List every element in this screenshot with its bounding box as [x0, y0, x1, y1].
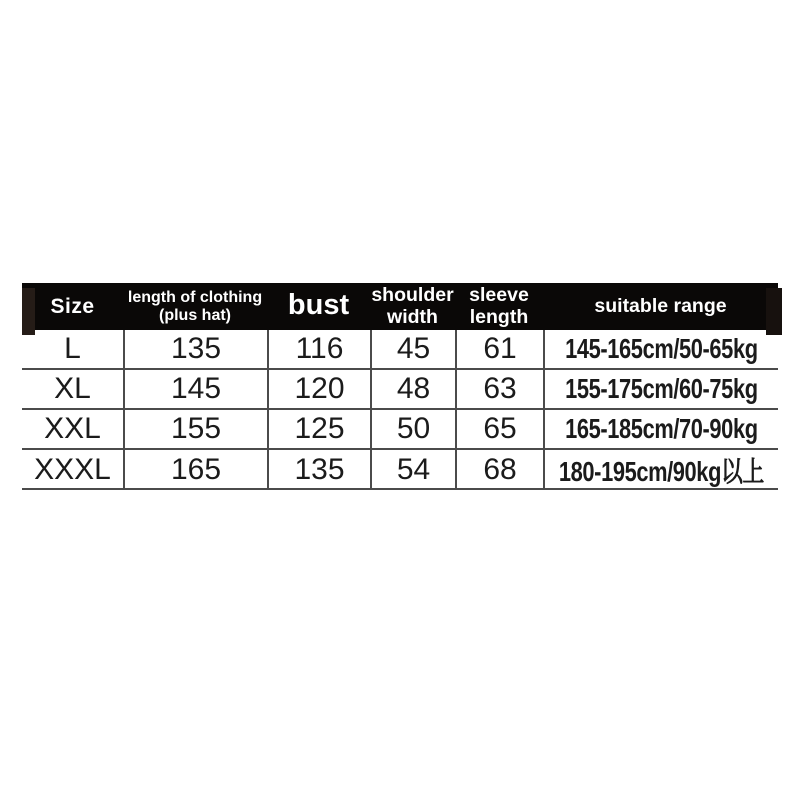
cell-bust: 125: [267, 410, 370, 448]
column-header-bust: bust: [287, 288, 350, 321]
cell-bust: 120: [267, 370, 370, 408]
table-row: [22, 410, 778, 450]
table-row: [22, 450, 778, 490]
table-header-row: [22, 283, 778, 330]
suitable-range-text: 165-185cm/70-90kg: [565, 413, 758, 444]
column-header-length-of-clothing: [123, 289, 267, 324]
cell-sleeve: 61: [455, 330, 543, 368]
column-header-shoulder-line2: width: [387, 305, 438, 328]
cell-suitable-range: [543, 330, 778, 368]
column-header-sleeve-line1: sleeve: [469, 284, 529, 307]
column-header-sleeve-length: [455, 285, 543, 328]
suitable-range-text: 180-195cm/90kg以上: [559, 456, 765, 487]
header-left-cap-decoration: [22, 288, 35, 335]
cell-bust: 116: [267, 330, 370, 368]
cell-size: XL: [54, 372, 91, 405]
cell-suitable-range: [543, 450, 778, 490]
column-header-suitable-range: suitable range: [594, 295, 727, 317]
cell-size: L: [64, 332, 81, 365]
cell-size: XXXL: [34, 453, 111, 486]
cell-sleeve: 65: [455, 410, 543, 448]
column-header-shoulder-width: [370, 285, 455, 328]
cell-shoulder: 50: [370, 410, 455, 448]
cell-suitable-range: [543, 370, 778, 408]
suitable-range-text: 155-175cm/60-75kg: [565, 373, 758, 404]
suitable-range-text: 145-165cm/50-65kg: [565, 333, 758, 364]
cell-sleeve: 63: [455, 370, 543, 408]
column-header-length-line2: (plus hat): [159, 306, 231, 324]
header-right-cap-decoration: [766, 288, 782, 335]
column-header-length-line1: length of clothing: [127, 288, 263, 306]
cell-shoulder: 48: [370, 370, 455, 408]
cell-length: 165: [123, 450, 267, 490]
cell-suitable-range: [543, 410, 778, 448]
cell-shoulder: 45: [370, 330, 455, 368]
cell-size: XXL: [44, 412, 101, 445]
cell-bust: 135: [267, 450, 370, 490]
cell-length: 145: [123, 370, 267, 408]
table-row: [22, 330, 778, 370]
column-header-size: Size: [50, 294, 95, 318]
column-header-sleeve-line2: length: [469, 305, 529, 328]
cell-length: 135: [123, 330, 267, 368]
cell-sleeve: 68: [455, 450, 543, 490]
size-chart-table: [22, 283, 778, 490]
table-body: [22, 330, 778, 490]
column-header-shoulder-line1: shoulder: [371, 284, 454, 307]
table-row: [22, 370, 778, 410]
cell-shoulder: 54: [370, 450, 455, 490]
cell-length: 155: [123, 410, 267, 448]
